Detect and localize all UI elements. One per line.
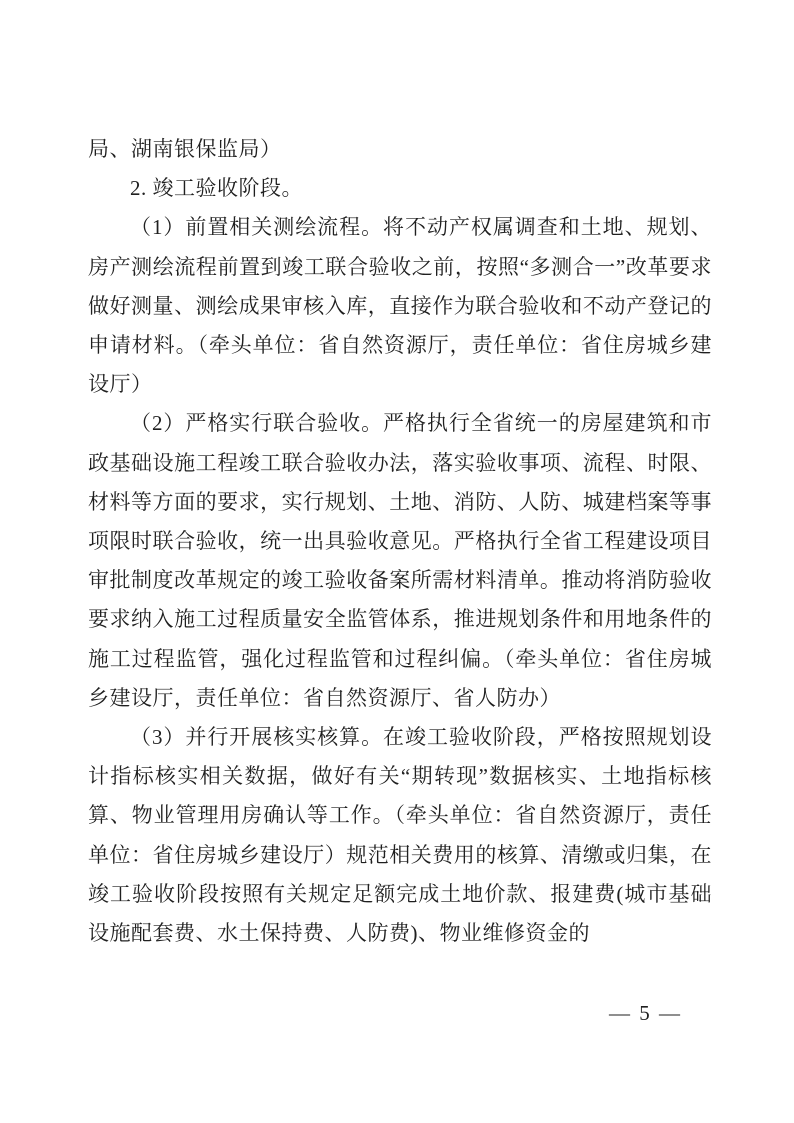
page-number: — 5 — (609, 1001, 682, 1025)
paragraph-continuation: 局、湖南银保监局） (88, 137, 282, 161)
paragraph-section-heading: 2. 竣工验收阶段。 (130, 176, 303, 201)
paragraph-item-3: （3）并行开展核实核算。在竣工验收阶段，严格按照规划设计指标核实相关数据，做好有关“期转现”数据核实、土地指标核算、物业管理用房确认等工作。（牵头单位：省自然资源厅，责任单位：省住房城乡建设厅）规范相关费用的核算、清缴或归集，在竣工验收阶段按照有关规定足额完成土地价款、报建费(城市基础设施配套费、水土保持费、人防费)、物业维修资金的 (88, 725, 712, 946)
document-body (88, 130, 712, 953)
paragraph-item-2: （2）严格实行联合验收。严格执行全省统一的房屋建筑和市政基础设施工程竣工联合验收办法，落实验收事项、流程、时限、材料等方面的要求，实行规划、土地、消防、人防、城建档案等事项限时联合验收，统一出具验收意见。严格执行全省工程建设项目审批制度改革规定的竣工验收备案所需材料清单。推动将消防验收要求纳入施工过程质量安全监管体系，推进规划条件和用地条件的施工过程监管，强化过程监管和过程纠偏。（牵头单位：省住房城乡建设厅，责任单位：省自然资源厅、省人防办） (88, 411, 712, 710)
paragraph-item-1: （1）前置相关测绘流程。将不动产权属调查和土地、规划、房产测绘流程前置到竣工联合验收之前，按照“多测合一”改革要求做好测量、测绘成果审核入库，直接作为联合验收和不动产登记的申请材料。（牵头单位：省自然资源厅，责任单位：省住房城乡建设厅） (88, 215, 712, 397)
